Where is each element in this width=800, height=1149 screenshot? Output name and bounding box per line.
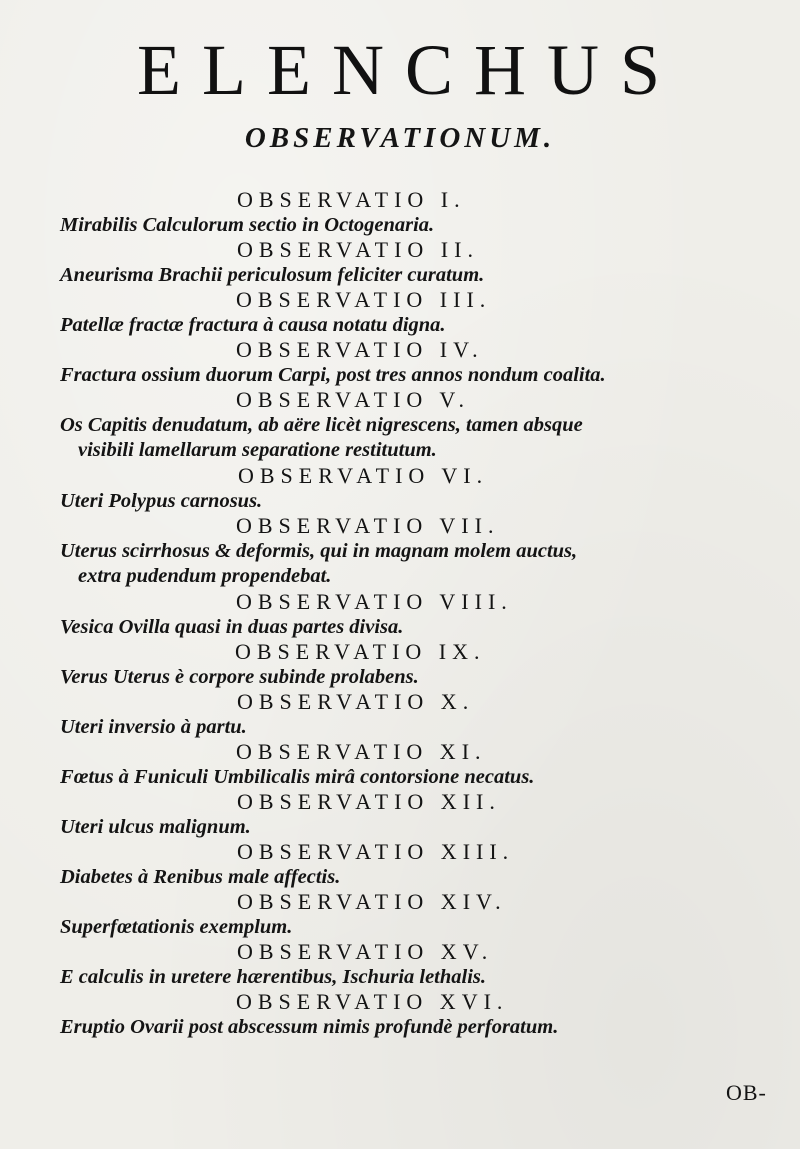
- observation-description: Os Capitis denudatum, ab aëre licèt nigrescens, tamen absque: [60, 414, 583, 436]
- observation-heading: OBSERVATIO XI.: [236, 739, 487, 764]
- observation-description: Fœtus à Funiculi Umbilicalis mirâ contorsione necatus.: [60, 766, 535, 788]
- observation-heading: OBSERVATIO II.: [237, 237, 479, 262]
- observation-heading: OBSERVATIO IV.: [236, 337, 484, 362]
- observation-description: Fractura ossium duorum Carpi, post tres annos nondum coalita.: [60, 364, 606, 386]
- observation-heading: OBSERVATIO XII.: [237, 789, 501, 814]
- observation-heading: OBSERVATIO IX.: [235, 639, 486, 664]
- observation-description: Eruptio Ovarii post abscessum nimis profundè perforatum.: [60, 1016, 559, 1038]
- observation-description: Uteri inversio à partu.: [60, 716, 247, 738]
- observation-description: Verus Uterus è corpore subinde prolabens.: [60, 666, 419, 688]
- observation-heading: OBSERVATIO V.: [236, 387, 470, 412]
- page-subtitle: OBSERVATIONUM.: [244, 122, 556, 154]
- observation-description: visibili lamellarum separatione restitutum.: [78, 439, 437, 461]
- observation-heading: OBSERVATIO III.: [236, 287, 492, 312]
- observation-heading: OBSERVATIO XVI.: [236, 989, 509, 1014]
- observation-description: E calculis in uretere hærentibus, Ischuria lethalis.: [60, 966, 487, 988]
- catchword: OB-: [726, 1080, 767, 1105]
- observation-heading: OBSERVATIO VI.: [238, 463, 489, 488]
- observation-heading: OBSERVATIO X.: [237, 689, 475, 714]
- observation-heading: OBSERVATIO VII.: [236, 513, 500, 538]
- observation-heading: OBSERVATIO I.: [237, 187, 466, 212]
- observation-description: Patellæ fractæ fractura à causa notatu digna.: [60, 314, 446, 336]
- observation-heading: OBSERVATIO XV.: [237, 939, 494, 964]
- observation-description: Vesica Ovilla quasi in duas partes divisa.: [60, 616, 404, 638]
- page-title: ELENCHUS: [137, 30, 681, 110]
- observation-heading: OBSERVATIO XIV.: [237, 889, 507, 914]
- observation-heading: OBSERVATIO XIII.: [237, 839, 515, 864]
- observation-description: Superfœtationis exemplum.: [60, 916, 293, 938]
- observation-description: Mirabilis Calculorum sectio in Octogenaria.: [60, 214, 435, 236]
- observation-description: Uteri ulcus malignum.: [60, 816, 251, 838]
- observation-description: Uteri Polypus carnosus.: [60, 490, 263, 512]
- observation-description: Uterus scirrhosus & deformis, qui in magnam molem auctus,: [60, 540, 578, 562]
- observation-description: extra pudendum propendebat.: [78, 565, 332, 587]
- observation-description: Aneurisma Brachii periculosum feliciter curatum.: [60, 264, 485, 286]
- observation-heading: OBSERVATIO VIII.: [236, 589, 513, 614]
- observation-description: Diabetes à Renibus male affectis.: [60, 866, 341, 888]
